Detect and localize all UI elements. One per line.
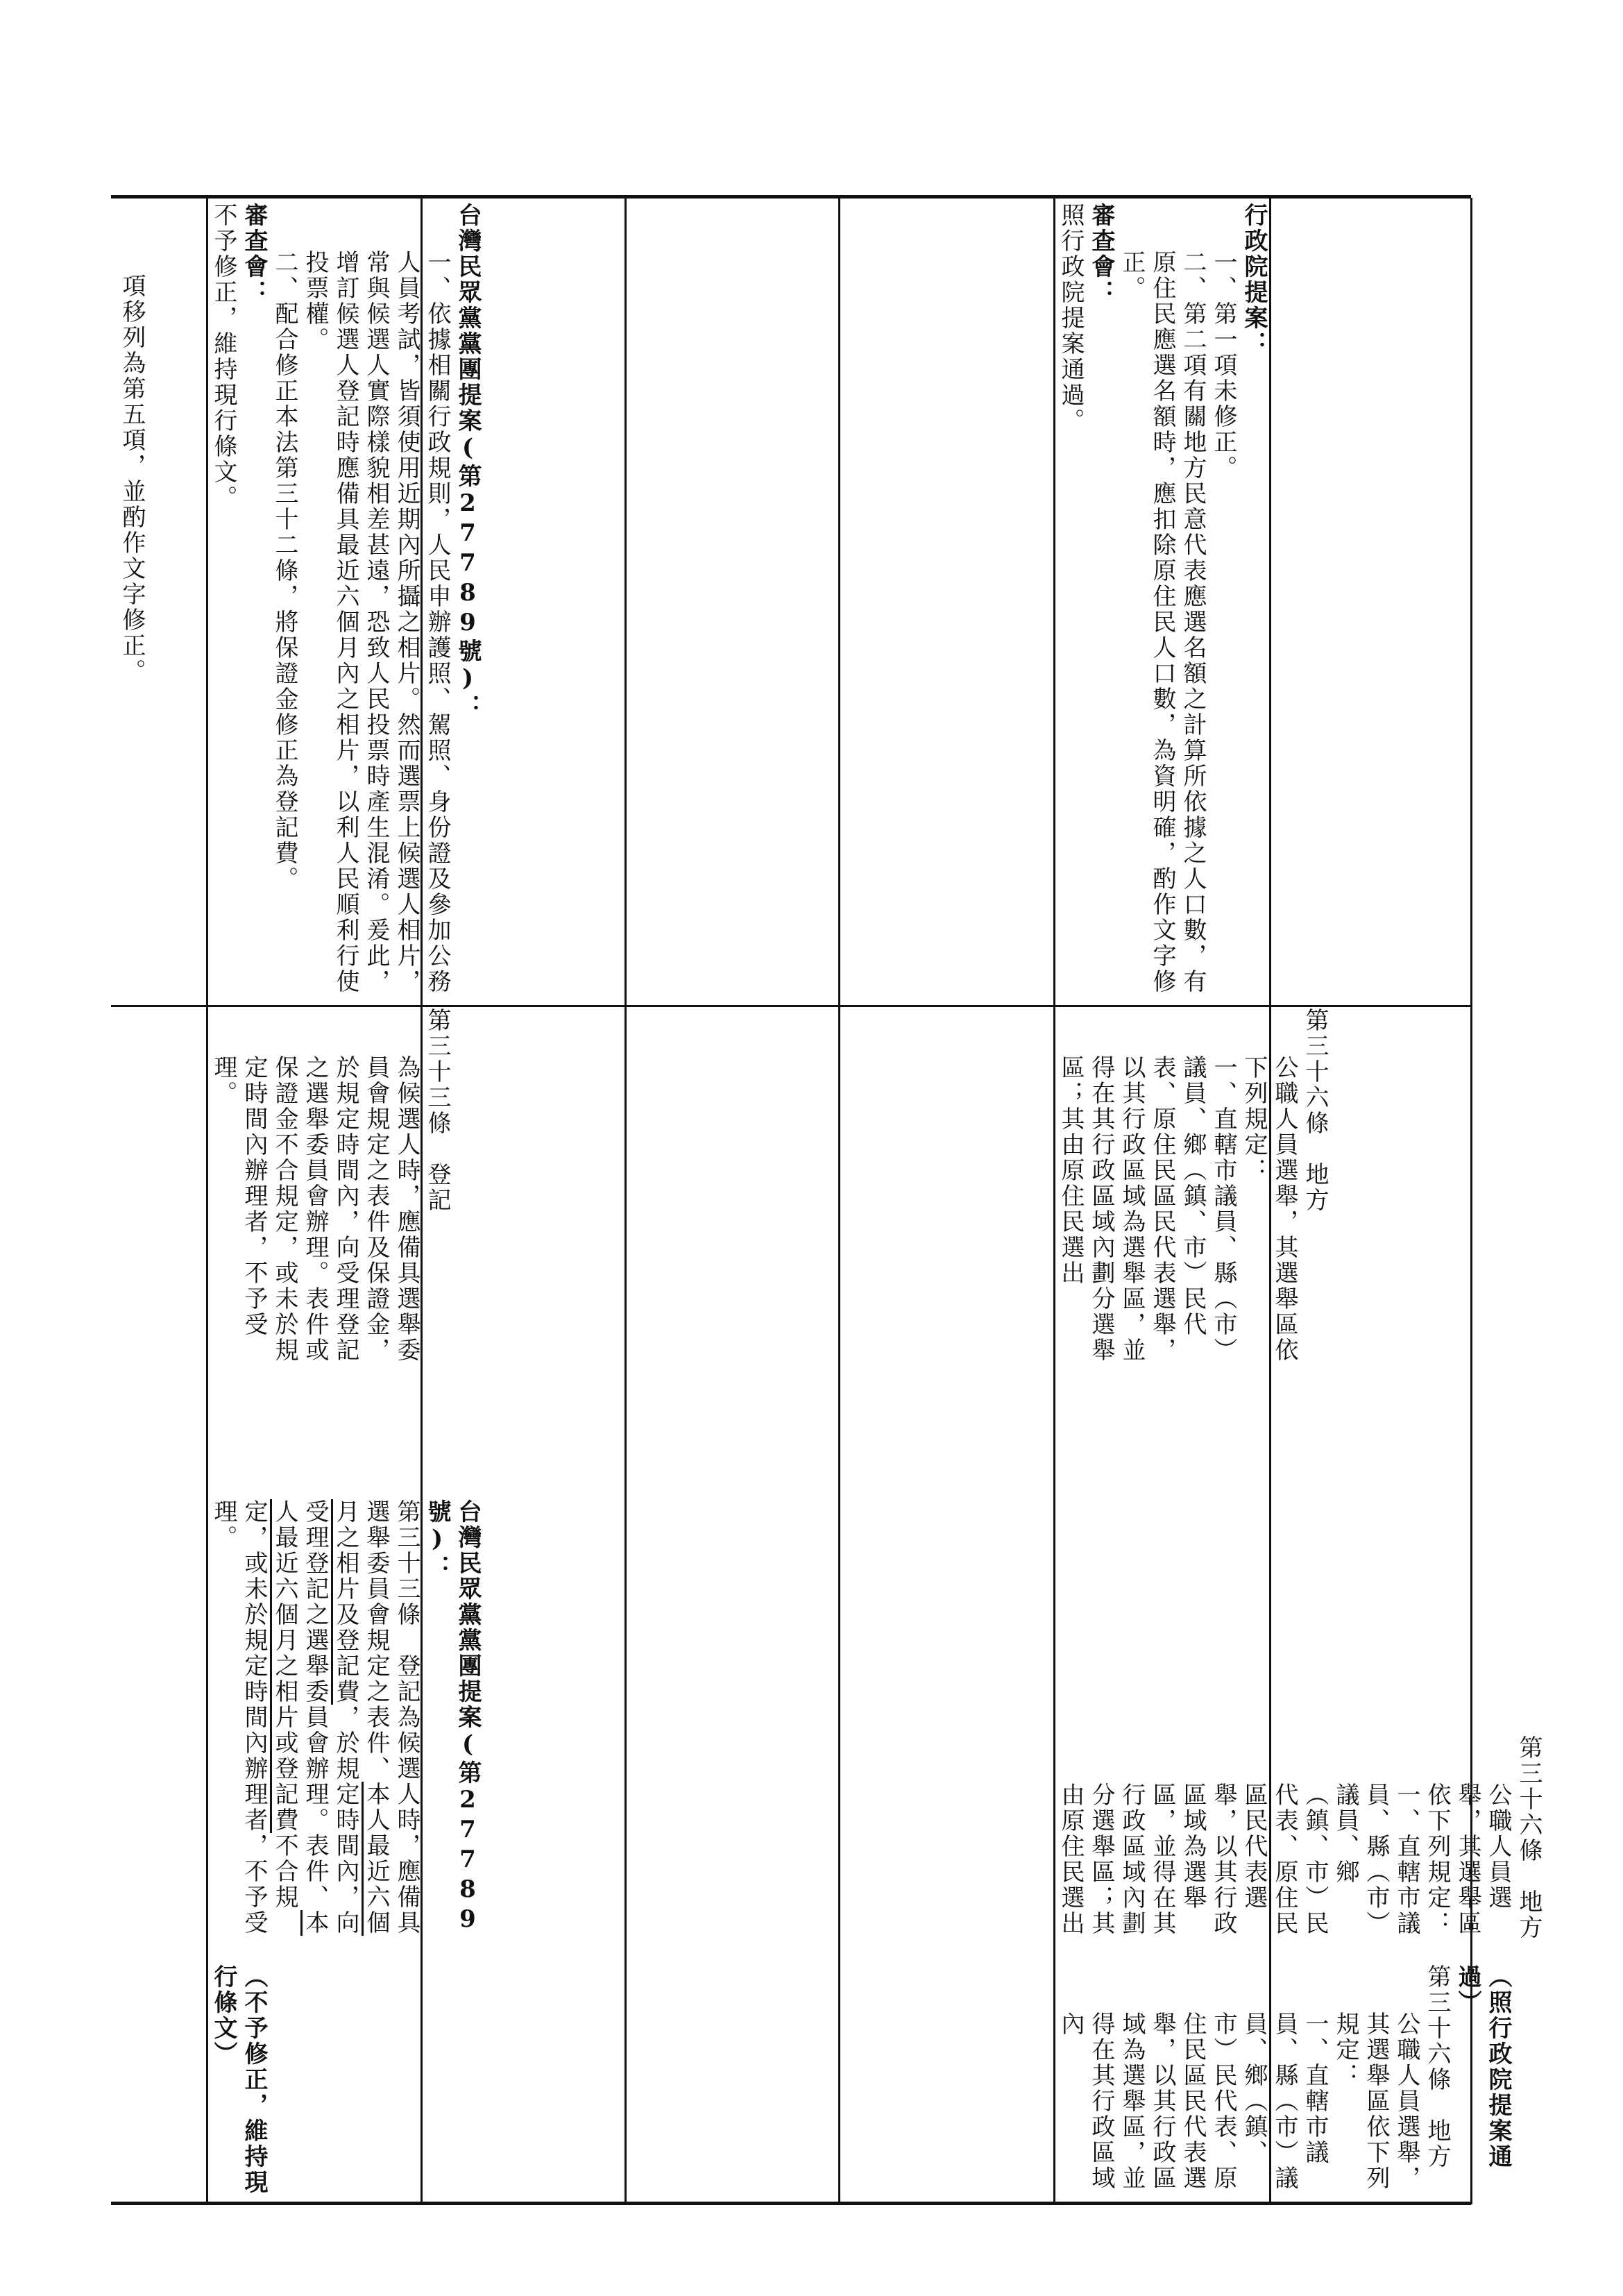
tpp-review-text: 不予修正，維持現行條文。	[210, 203, 237, 511]
exec-explanation-2: 二、第二項有關地方民意代表應選名額之計算所依據之人口數，有原住民應選名額時，應扣除原住民人口數，為資明確，酌作文字修正。	[1118, 250, 1207, 995]
bottom-row2-tpp-proposal	[208, 1499, 482, 1957]
table-bottom-border	[111, 2202, 1471, 2205]
tpp-proposed-art33: 第三十三條 登記為候選人時，應備具選舉委員會規定之表件、本人最近六個月之相片及登記費，於規定時間內，向受理登記之選舉委員會辦理。表件、本人最近六個月之相片或登記費不合規定，或未於規定時間內辦理者，不予受理。	[210, 1499, 420, 1936]
art36-current-lead: 第三十六條 地方	[1301, 1008, 1329, 1213]
top-row1-continuation: 項移列為第五項，並酌作文字修正。	[118, 273, 146, 684]
art36-proposal-body-1: 公職人員選舉，其選舉區依下列規定：	[1423, 1782, 1512, 1936]
column-divider-3	[624, 198, 627, 2204]
top-row1-explanation	[117, 203, 204, 1001]
art36-proposal-body-2: 一、直轄市議員、縣（市）議員、鄉（鎮、市）民代表、原住民區民代表選舉，以其行政區域為選舉區，並得在其行政區域內劃分選舉區；其由原住民選出	[1057, 1782, 1420, 1936]
exec-passed-art36-body-2: 一、直轄市議員、縣（市）議員、鄉（鎮、市）民代表、原住民區民代表選舉，以其行政區域為選舉區，並得在其行政區域內	[1057, 2011, 1329, 2191]
exec-review-text: 照行政院提案通過。	[1057, 203, 1085, 434]
top-row5-art36-current	[1055, 1008, 1329, 1383]
top-row5-exec-explanation	[1055, 203, 1267, 1001]
table-top-border	[111, 195, 1471, 199]
review-conclusion-exec-passed: （照行政院提案通過）	[1454, 1964, 1512, 2170]
tpp-explanation-2: 二、配合修正本法第三十二條，將保證金修正為登記費。	[271, 250, 298, 892]
top-row2-tpp-explanation	[208, 203, 482, 1001]
exec-passed-art36-body-1: 公職人員選舉，其選舉區依下列規定：	[1332, 2011, 1420, 2191]
review-conclusion-not-amended: （不予修正，維持現行條文）	[210, 1964, 268, 2195]
bottom-row5-art36-proposal	[1055, 1735, 1543, 1957]
exec-proposal-heading: 行政院提案：	[1240, 203, 1268, 357]
exec-passed-art36-lead: 第三十六條 地方	[1423, 1964, 1451, 2170]
bottom-row5-exec-passed	[1055, 1964, 1512, 2199]
exec-explanation-1: 一、第一項未修正。	[1209, 250, 1237, 481]
art36-proposal-lead: 第三十六條 地方	[1515, 1735, 1543, 1941]
art33-current-body: 為候選人時，應備具選舉委員會規定之表件及保證金，於規定時間內，向受理登記之選舉委員會辦理。表件或保證金不合規定，或未於規定時間內辦理者，不予受理。	[210, 1055, 420, 1363]
art36-current-body-1: 公職人員選舉，其選舉區依下列規定：	[1240, 1055, 1298, 1363]
art36-current-body-2: 一、直轄市議員、縣（市）議員、鄉（鎮、市）民代表、原住民區民代表選舉，以其行政區域為選舉區，並得在其行政區域內劃分選舉區；其由原住民選出	[1057, 1055, 1237, 1363]
art33-current-lead: 第三十三條 登記	[423, 1008, 451, 1213]
tpp-review-label: 審查會：	[240, 203, 268, 305]
column-divider-4	[838, 198, 840, 2204]
tpp-explanation-1: 一、依據相關行政規則，人民申辦護照、駕照、身份證及參加公務人員考試，皆須使用近期內所攝之相片。然而選票上候選人相片，常與候選人實際樣貌相差甚遠，恐致人民投票時產生混淆。爰此，增訂候選人登記時應備具最近六個月內之相片，以利人民順利行使投票權。	[301, 250, 451, 995]
exec-review-label: 審查會：	[1087, 203, 1115, 305]
tpp-proposal-heading: 台灣民眾黨黨團提案(第27789號)：	[454, 203, 482, 720]
table-middle-border	[111, 1005, 1471, 1007]
top-row2-art33-current	[208, 1008, 451, 1369]
bottom-row2-review-conclusion	[208, 1964, 418, 2199]
tpp-proposal-heading-2: 台灣民眾黨黨團提案(第27789號)：	[423, 1499, 482, 1935]
